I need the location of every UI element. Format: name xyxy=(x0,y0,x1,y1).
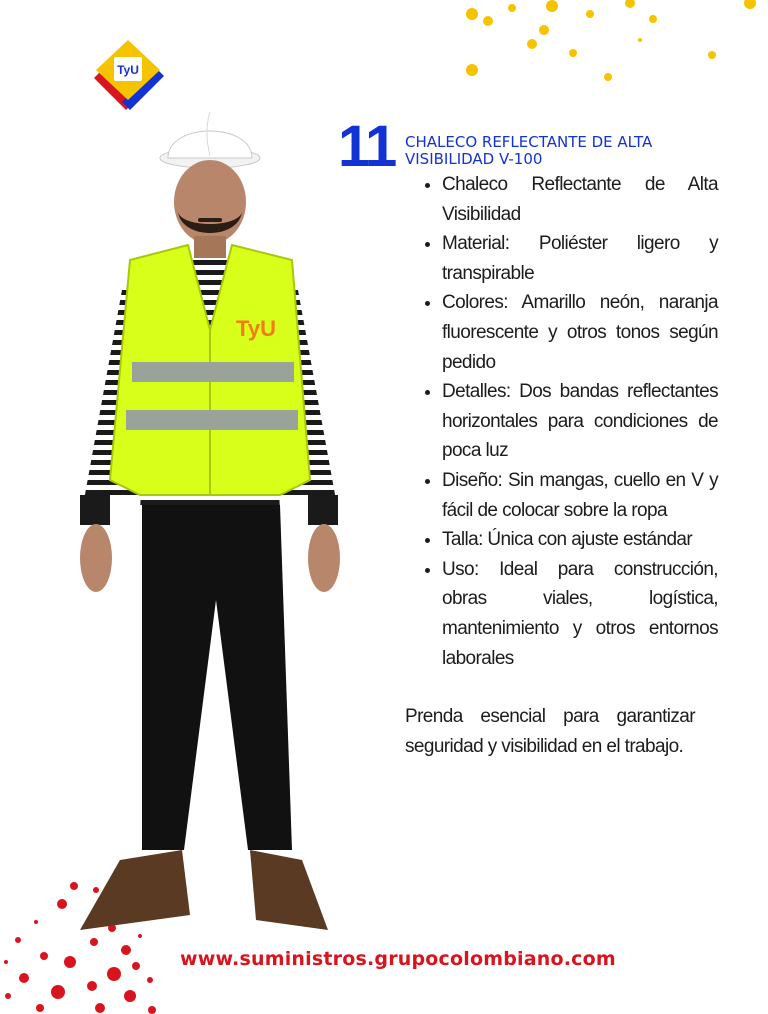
feature-item: • Detalles: Dos bandas reflectantes horizontales para condiciones de poca luz xyxy=(442,377,718,466)
logo-text: TyU xyxy=(117,63,139,77)
decorative-dots-top xyxy=(440,0,768,90)
feature-item: • Talla: Única con ajuste estándar xyxy=(442,525,718,555)
website-link[interactable]: www.suministros.grupocolombiano.com xyxy=(180,948,616,970)
product-title: CHALECO REFLECTANTE DE ALTA VISIBILIDAD V-100 xyxy=(405,133,653,168)
feature-item: • Chaleco Reflectante de Alta Visibilidad xyxy=(442,170,718,229)
product-number: 11 xyxy=(338,114,396,179)
closing-statement: Prenda esencial para garantizar seguridad y visibilidad en el trabajo. xyxy=(405,706,695,757)
feature-item: • Material: Poliéster ligero y transpirable xyxy=(442,229,718,288)
feature-item: • Diseño: Sin mangas, cuello en V y fácil de colocar sobre la ropa xyxy=(442,466,718,525)
feature-item: • Uso: Ideal para construcción, obras viales, logística, mantenimiento y otros entornos laborales xyxy=(442,555,718,673)
hard-hat-icon xyxy=(160,112,260,168)
feature-list xyxy=(418,170,718,673)
vest-logo: TyU xyxy=(236,316,276,341)
worker-photo xyxy=(70,100,360,950)
feature-item: • Colores: Amarillo neón, naranja fluorescente y otros tonos según pedido xyxy=(442,288,718,377)
